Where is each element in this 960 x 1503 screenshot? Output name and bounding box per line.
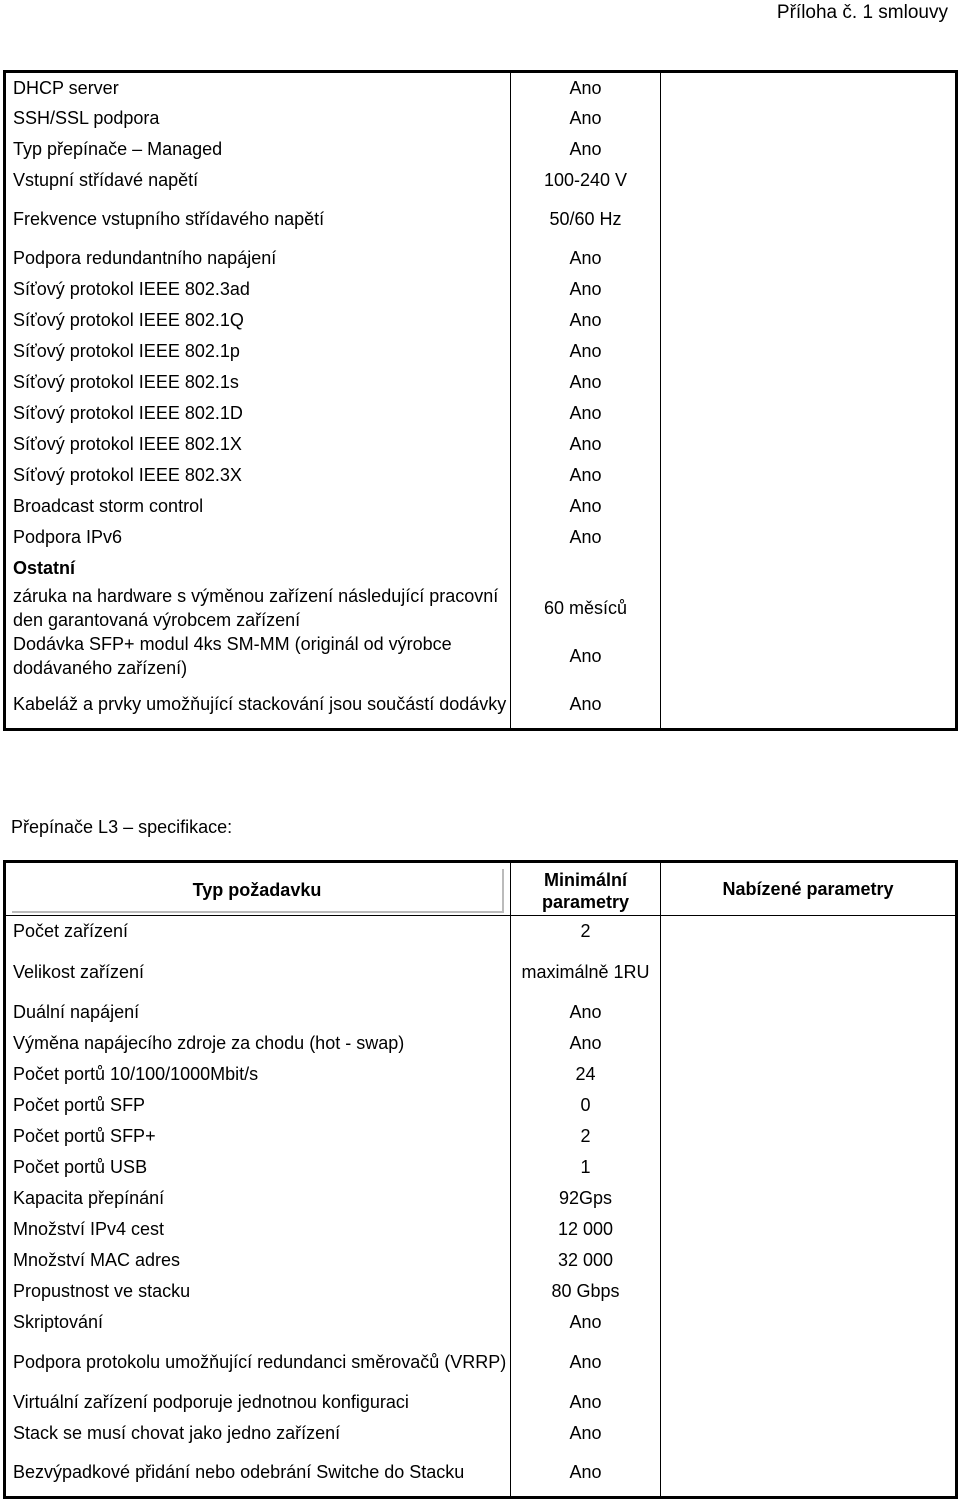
requirement-label: Počet portů SFP <box>5 1090 511 1121</box>
requirement-label: Počet portů 10/100/1000Mbit/s <box>5 1059 511 1090</box>
requirement-value: Ano <box>511 522 661 553</box>
requirement-label: Duální napájení <box>5 997 511 1028</box>
table-row <box>5 1028 957 1059</box>
requirement-label: Typ přepínače – Managed <box>5 134 511 165</box>
requirement-label: Broadcast storm control <box>5 491 511 522</box>
offered-value-cell <box>661 1214 957 1245</box>
table-row <box>5 491 957 522</box>
offered-value-cell <box>661 522 957 553</box>
table-row <box>5 681 957 730</box>
section-title: Přepínače L3 – specifikace: <box>11 817 233 837</box>
offered-value-cell <box>661 196 957 243</box>
requirements-table-continued <box>3 70 958 731</box>
requirement-value: Ano <box>511 398 661 429</box>
table-row <box>5 398 957 429</box>
minimum-value: maximálně 1RU <box>511 947 661 997</box>
offered-value-cell <box>661 1338 957 1387</box>
offered-value-cell <box>661 1028 957 1059</box>
requirement-label: DHCP server <box>5 72 511 103</box>
table-row <box>5 1214 957 1245</box>
requirement-label: Virtuální zařízení podporuje jednotnou konfiguraci <box>5 1387 511 1418</box>
table-row <box>5 243 957 274</box>
requirement-label: Dodávka SFP+ modul 4ks SM-MM (originál od výrobce dodávaného zařízení) <box>5 632 511 681</box>
requirement-value: 60 měsíců <box>511 584 661 632</box>
offered-value-cell <box>661 1449 957 1498</box>
requirement-value: Ano <box>511 367 661 398</box>
table-row <box>5 1090 957 1121</box>
requirement-value: Ano <box>511 632 661 681</box>
requirement-label: Kapacita přepínání <box>5 1183 511 1214</box>
table-row <box>5 1276 957 1307</box>
requirement-label: Propustnost ve stacku <box>5 1276 511 1307</box>
offered-value-cell <box>661 916 957 947</box>
table-row <box>5 1059 957 1090</box>
minimum-value: Ano <box>511 1338 661 1387</box>
header-minimum-line2: parametry <box>541 892 630 912</box>
requirement-label: Výměna napájecího zdroje za chodu (hot - swap) <box>5 1028 511 1059</box>
minimum-value: 2 <box>511 1121 661 1152</box>
requirement-label: Skriptování <box>5 1307 511 1338</box>
offered-value-cell <box>661 367 957 398</box>
offered-value-cell <box>661 584 957 632</box>
requirement-value: 100-240 V <box>511 165 661 196</box>
requirement-value: Ano <box>511 134 661 165</box>
offered-value-cell <box>661 72 957 103</box>
requirement-label: Síťový protokol IEEE 802.3X <box>5 460 511 491</box>
minimum-value: 24 <box>511 1059 661 1090</box>
requirement-label: Bezvýpadkové přidání nebo odebrání Switche do Stacku <box>5 1449 511 1498</box>
table-row <box>5 947 957 997</box>
requirement-label: Vstupní střídavé napětí <box>5 165 511 196</box>
offered-value-cell <box>661 429 957 460</box>
requirement-value: Ano <box>511 305 661 336</box>
requirement-label: Frekvence vstupního střídavého napětí <box>5 196 511 243</box>
offered-value-cell <box>661 336 957 367</box>
table-row <box>5 1183 957 1214</box>
table-row <box>5 553 957 584</box>
table-row <box>5 274 957 305</box>
requirement-value: Ano <box>511 103 661 134</box>
offered-value-cell <box>661 997 957 1028</box>
requirement-label: Podpora IPv6 <box>5 522 511 553</box>
header-type: Typ požadavku <box>12 869 504 913</box>
table-row <box>5 367 957 398</box>
minimum-value: Ano <box>511 1028 661 1059</box>
offered-value-cell <box>661 553 957 584</box>
requirement-value: Ano <box>511 681 661 730</box>
requirement-label: Ostatní <box>5 553 511 584</box>
requirement-value: Ano <box>511 72 661 103</box>
table-row <box>5 1449 957 1498</box>
requirement-label: Podpora protokolu umožňující redundanci směrovačů (VRRP) <box>5 1338 511 1387</box>
offered-value-cell <box>661 681 957 730</box>
table-row <box>5 305 957 336</box>
requirement-label: Podpora redundantního napájení <box>5 243 511 274</box>
requirement-label: Síťový protokol IEEE 802.1D <box>5 398 511 429</box>
table-row <box>5 429 957 460</box>
minimum-value: Ano <box>511 997 661 1028</box>
table-row <box>5 1418 957 1449</box>
offered-value-cell <box>661 947 957 997</box>
offered-value-cell <box>661 1152 957 1183</box>
offered-value-cell <box>661 1418 957 1449</box>
minimum-value: Ano <box>511 1449 661 1498</box>
minimum-value: 32 000 <box>511 1245 661 1276</box>
table-row <box>5 72 957 103</box>
requirement-label: Síťový protokol IEEE 802.3ad <box>5 274 511 305</box>
table-row <box>5 1338 957 1387</box>
table-row <box>5 103 957 134</box>
requirement-label: Síťový protokol IEEE 802.1p <box>5 336 511 367</box>
minimum-value: 1 <box>511 1152 661 1183</box>
requirement-value: Ano <box>511 491 661 522</box>
table-row <box>5 1387 957 1418</box>
offered-value-cell <box>661 305 957 336</box>
offered-value-cell <box>661 165 957 196</box>
requirement-value: 50/60 Hz <box>511 196 661 243</box>
requirement-value: Ano <box>511 243 661 274</box>
table-row <box>5 460 957 491</box>
requirement-label: Kabeláž a prvky umožňující stackování jsou součástí dodávky <box>5 681 511 730</box>
requirement-label: Velikost zařízení <box>5 947 511 997</box>
table-row <box>5 134 957 165</box>
table-row <box>5 165 957 196</box>
offered-value-cell <box>661 398 957 429</box>
requirement-label: Počet zařízení <box>5 916 511 947</box>
annex-label: Příloha č. 1 smlouvy <box>776 2 948 23</box>
offered-value-cell <box>661 103 957 134</box>
header-type-cell <box>5 862 511 916</box>
table-row <box>5 632 957 681</box>
minimum-value: 0 <box>511 1090 661 1121</box>
requirement-value: Ano <box>511 429 661 460</box>
table-row <box>5 916 957 947</box>
minimum-value: Ano <box>511 1307 661 1338</box>
offered-value-cell <box>661 134 957 165</box>
requirement-label: Počet portů SFP+ <box>5 1121 511 1152</box>
table-row <box>5 997 957 1028</box>
minimum-value: Ano <box>511 1387 661 1418</box>
requirement-label: Množství MAC adres <box>5 1245 511 1276</box>
requirement-label: Síťový protokol IEEE 802.1s <box>5 367 511 398</box>
table-row <box>5 522 957 553</box>
offered-value-cell <box>661 1090 957 1121</box>
minimum-value: Ano <box>511 1418 661 1449</box>
offered-value-cell <box>661 1059 957 1090</box>
offered-value-cell <box>661 243 957 274</box>
header-offered-cell <box>661 862 957 916</box>
requirement-value: Ano <box>511 274 661 305</box>
offered-value-cell <box>661 274 957 305</box>
minimum-value: 80 Gbps <box>511 1276 661 1307</box>
minimum-value: 92Gps <box>511 1183 661 1214</box>
table-row <box>5 1245 957 1276</box>
table-row <box>5 584 957 632</box>
requirement-label: Stack se musí chovat jako jedno zařízení <box>5 1418 511 1449</box>
offered-value-cell <box>661 1387 957 1418</box>
header-row <box>5 862 957 916</box>
table-row <box>5 1152 957 1183</box>
requirement-label: SSH/SSL podpora <box>5 103 511 134</box>
requirement-value: Ano <box>511 460 661 491</box>
requirement-value <box>511 553 661 584</box>
offered-value-cell <box>661 632 957 681</box>
minimum-value: 2 <box>511 916 661 947</box>
header-minimum-line1: Minimální <box>543 870 627 890</box>
requirement-label: Množství IPv4 cest <box>5 1214 511 1245</box>
offered-value-cell <box>661 1121 957 1152</box>
header-offered: Nabízené parametry <box>722 879 894 899</box>
offered-value-cell <box>661 491 957 522</box>
table-row <box>5 336 957 367</box>
table-row <box>5 1307 957 1338</box>
table-row <box>5 196 957 243</box>
offered-value-cell <box>661 1245 957 1276</box>
table-row <box>5 1121 957 1152</box>
offered-value-cell <box>661 1276 957 1307</box>
requirement-value: Ano <box>511 336 661 367</box>
offered-value-cell <box>661 460 957 491</box>
requirement-label: Síťový protokol IEEE 802.1X <box>5 429 511 460</box>
requirement-label: Síťový protokol IEEE 802.1Q <box>5 305 511 336</box>
requirement-label: Počet portů USB <box>5 1152 511 1183</box>
l3-switch-spec-table <box>3 860 958 1499</box>
header-minimum-cell <box>511 862 661 916</box>
minimum-value: 12 000 <box>511 1214 661 1245</box>
requirement-label: záruka na hardware s výměnou zařízení následující pracovní den garantovaná výrobcem zařízení <box>5 584 511 632</box>
offered-value-cell <box>661 1183 957 1214</box>
offered-value-cell <box>661 1307 957 1338</box>
